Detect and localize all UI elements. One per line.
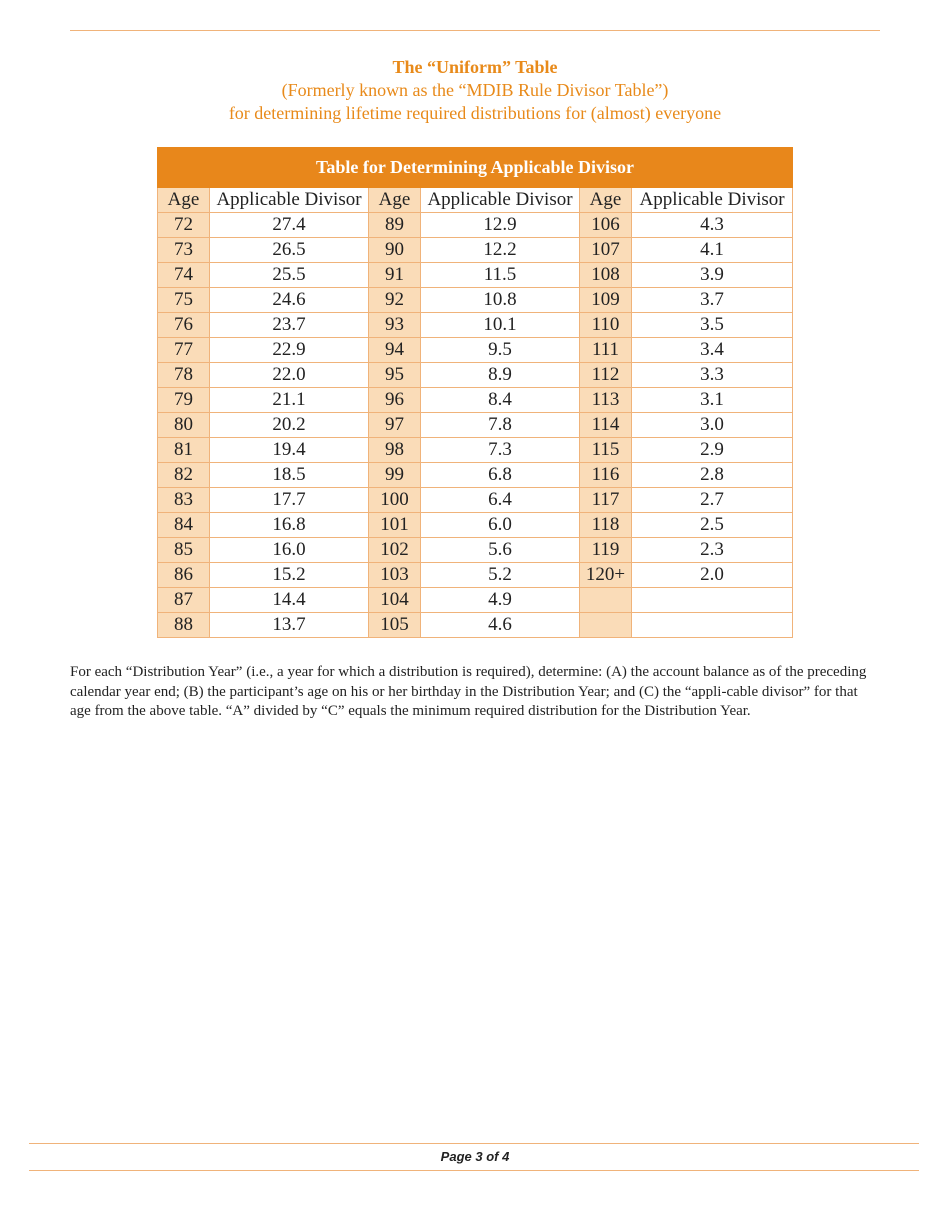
table-caption: Table for Determining Applicable Divisor	[158, 148, 793, 188]
age-cell: 94	[369, 338, 421, 363]
table-row	[158, 238, 793, 263]
age-cell	[580, 613, 632, 638]
age-cell: 92	[369, 288, 421, 313]
table-row	[158, 213, 793, 238]
divisor-cell	[632, 613, 793, 638]
age-cell: 96	[369, 388, 421, 413]
table-row	[158, 363, 793, 388]
table-body	[158, 213, 793, 638]
column-header-age: Age	[369, 188, 421, 213]
divisor-cell: 2.8	[632, 463, 793, 488]
divisor-cell: 6.0	[421, 513, 580, 538]
age-cell: 118	[580, 513, 632, 538]
divisor-cell: 3.9	[632, 263, 793, 288]
divisor-cell: 10.1	[421, 313, 580, 338]
column-header-row	[158, 188, 793, 213]
table-row	[158, 313, 793, 338]
age-cell: 112	[580, 363, 632, 388]
table-row	[158, 463, 793, 488]
age-cell: 86	[158, 563, 210, 588]
age-cell: 111	[580, 338, 632, 363]
footer-rule-upper	[29, 1143, 919, 1144]
divisor-cell: 27.4	[210, 213, 369, 238]
age-cell: 103	[369, 563, 421, 588]
table-row	[158, 613, 793, 638]
divisor-cell: 3.0	[632, 413, 793, 438]
age-cell: 99	[369, 463, 421, 488]
age-cell: 97	[369, 413, 421, 438]
age-cell: 90	[369, 238, 421, 263]
divisor-cell: 6.4	[421, 488, 580, 513]
age-cell: 116	[580, 463, 632, 488]
divisor-cell: 16.8	[210, 513, 369, 538]
age-cell: 115	[580, 438, 632, 463]
age-cell: 85	[158, 538, 210, 563]
divisor-cell: 8.4	[421, 388, 580, 413]
table-row	[158, 288, 793, 313]
divisor-table	[157, 147, 793, 638]
divisor-cell: 13.7	[210, 613, 369, 638]
divisor-cell: 11.5	[421, 263, 580, 288]
age-cell: 89	[369, 213, 421, 238]
age-cell: 106	[580, 213, 632, 238]
table-row	[158, 388, 793, 413]
table-row	[158, 513, 793, 538]
divisor-cell: 17.7	[210, 488, 369, 513]
divisor-cell: 3.3	[632, 363, 793, 388]
age-cell: 83	[158, 488, 210, 513]
age-cell: 76	[158, 313, 210, 338]
divisor-cell: 7.3	[421, 438, 580, 463]
column-header-age: Age	[158, 188, 210, 213]
age-cell: 75	[158, 288, 210, 313]
table-row	[158, 438, 793, 463]
age-cell: 77	[158, 338, 210, 363]
footnote-paragraph: For each “Distribution Year” (i.e., a year for which a distribution is required), determine: (A) the account balance as of the preceding calendar year end; (B) the participant’s age on his or her birthday in the Distribution Year; and (C) the “appli-cable divisor” for that age from the above table. “A” divided by “C” equals the minimum required distribution for the Distribution Year.	[70, 664, 867, 719]
table-row	[158, 488, 793, 513]
age-cell: 119	[580, 538, 632, 563]
divisor-cell: 6.8	[421, 463, 580, 488]
age-cell: 91	[369, 263, 421, 288]
age-cell: 113	[580, 388, 632, 413]
divisor-cell: 8.9	[421, 363, 580, 388]
age-cell: 108	[580, 263, 632, 288]
age-cell: 74	[158, 263, 210, 288]
age-cell: 73	[158, 238, 210, 263]
divisor-cell: 20.2	[210, 413, 369, 438]
divisor-cell: 2.5	[632, 513, 793, 538]
column-header-divisor: Applicable Divisor	[632, 188, 793, 213]
divisor-cell: 21.1	[210, 388, 369, 413]
column-header-age: Age	[580, 188, 632, 213]
divisor-cell: 2.3	[632, 538, 793, 563]
column-header-divisor: Applicable Divisor	[210, 188, 369, 213]
age-cell: 95	[369, 363, 421, 388]
age-cell: 80	[158, 413, 210, 438]
age-cell: 87	[158, 588, 210, 613]
age-cell: 101	[369, 513, 421, 538]
divisor-cell: 3.7	[632, 288, 793, 313]
age-cell: 117	[580, 488, 632, 513]
age-cell: 72	[158, 213, 210, 238]
page-subtitle-purpose: for determining lifetime required distributions for (almost) everyone	[228, 103, 722, 123]
age-cell: 82	[158, 463, 210, 488]
page-title: The “Uniform” Table	[392, 57, 558, 77]
divisor-cell: 22.9	[210, 338, 369, 363]
age-cell	[580, 588, 632, 613]
divisor-cell: 2.9	[632, 438, 793, 463]
divisor-cell: 12.9	[421, 213, 580, 238]
divisor-cell: 7.8	[421, 413, 580, 438]
divisor-cell: 16.0	[210, 538, 369, 563]
divisor-cell: 3.5	[632, 313, 793, 338]
divisor-cell: 3.4	[632, 338, 793, 363]
divisor-cell: 4.1	[632, 238, 793, 263]
table-caption-row	[158, 148, 793, 188]
divisor-cell: 15.2	[210, 563, 369, 588]
age-cell: 114	[580, 413, 632, 438]
divisor-cell: 5.6	[421, 538, 580, 563]
top-rule	[70, 30, 880, 31]
age-cell: 100	[369, 488, 421, 513]
table-row	[158, 563, 793, 588]
divisor-cell: 18.5	[210, 463, 369, 488]
footer-rule-lower	[29, 1170, 919, 1171]
age-cell: 120+	[580, 563, 632, 588]
title-block	[0, 55, 950, 125]
divisor-cell: 19.4	[210, 438, 369, 463]
age-cell: 98	[369, 438, 421, 463]
table-row	[158, 588, 793, 613]
table-row	[158, 338, 793, 363]
table-row	[158, 413, 793, 438]
divisor-cell: 2.7	[632, 488, 793, 513]
divisor-cell: 10.8	[421, 288, 580, 313]
age-cell: 79	[158, 388, 210, 413]
divisor-cell: 12.2	[421, 238, 580, 263]
divisor-cell: 4.6	[421, 613, 580, 638]
age-cell: 78	[158, 363, 210, 388]
divisor-cell: 4.3	[632, 213, 793, 238]
divisor-cell: 14.4	[210, 588, 369, 613]
divisor-cell: 22.0	[210, 363, 369, 388]
divisor-cell: 25.5	[210, 263, 369, 288]
age-cell: 81	[158, 438, 210, 463]
age-cell: 102	[369, 538, 421, 563]
age-cell: 105	[369, 613, 421, 638]
divisor-cell: 23.7	[210, 313, 369, 338]
page-number: Page 3 of 4	[440, 1149, 510, 1164]
divisor-cell	[632, 588, 793, 613]
divisor-cell: 9.5	[421, 338, 580, 363]
divisor-cell: 3.1	[632, 388, 793, 413]
column-header-divisor: Applicable Divisor	[421, 188, 580, 213]
divisor-cell: 24.6	[210, 288, 369, 313]
table-row	[158, 538, 793, 563]
divisor-cell: 4.9	[421, 588, 580, 613]
divisor-cell: 2.0	[632, 563, 793, 588]
age-cell: 88	[158, 613, 210, 638]
age-cell: 84	[158, 513, 210, 538]
divisor-cell: 5.2	[421, 563, 580, 588]
page-subtitle-formerly: (Formerly known as the “MDIB Rule Divisor Table”)	[281, 80, 669, 100]
divisor-cell: 26.5	[210, 238, 369, 263]
age-cell: 110	[580, 313, 632, 338]
age-cell: 109	[580, 288, 632, 313]
age-cell: 93	[369, 313, 421, 338]
age-cell: 107	[580, 238, 632, 263]
age-cell: 104	[369, 588, 421, 613]
table-row	[158, 263, 793, 288]
